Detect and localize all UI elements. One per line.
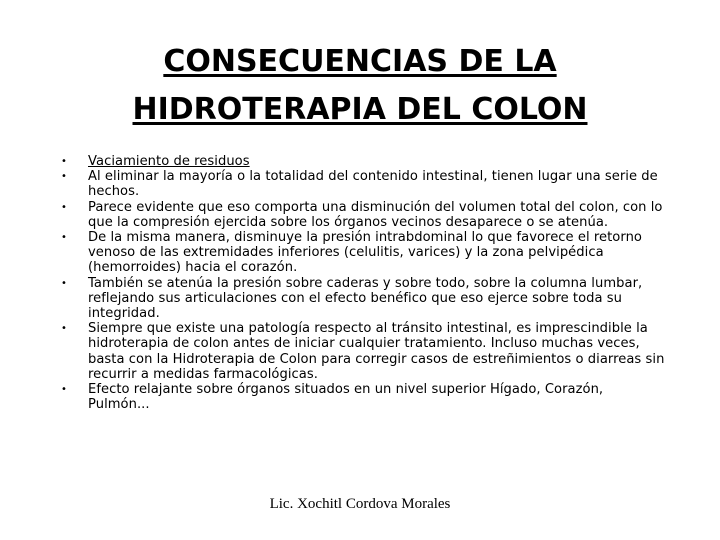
- list-item: [58, 382, 668, 412]
- slide-title: [0, 38, 720, 134]
- list-item: [58, 200, 668, 230]
- list-item-text: Efecto relajante sobre órganos situados en un nivel superior Hígado, Corazón, Pulmón...: [88, 382, 604, 413]
- bullet-icon: •: [61, 277, 67, 289]
- list-item: [58, 169, 668, 199]
- bullet-icon: •: [61, 323, 67, 335]
- title-line-1: CONSECUENCIAS DE LA: [163, 44, 557, 79]
- list-item-text: Vaciamiento de residuos: [88, 154, 250, 169]
- bullet-icon: •: [61, 201, 67, 213]
- bullet-icon: •: [61, 171, 67, 183]
- list-item-text: También se atenúa la presión sobre caderas y sobre todo, sobre la columna lumbar, reflejando sus articulaciones con el efecto benéfico que eso ejerce sobre toda su integridad.: [88, 275, 643, 322]
- title-line-2: HIDROTERAPIA DEL COLON: [132, 92, 588, 127]
- list-item: [58, 276, 668, 322]
- bullet-icon: •: [61, 384, 67, 396]
- list-item: [58, 154, 668, 169]
- list-item-text: De la misma manera, disminuye la presión intrabdominal lo que favorece el retorno venoso de las extremidades inferiores (celulitis, varices) y la zona pelvipédica (hemorroides) hacia el corazón.: [88, 230, 642, 276]
- list-item-text: Parece evidente que eso comporta una disminución del volumen total del colon, con lo que la compresión ejercida sobre los órganos vecinos desaparece o se atenúa.: [88, 199, 663, 230]
- bullet-icon: •: [61, 156, 67, 167]
- author-footer: Lic. Xochitl Cordova Morales: [269, 496, 451, 512]
- bullet-list: [58, 154, 668, 412]
- list-item: [58, 230, 668, 276]
- list-item-text: Al eliminar la mayoría o la totalidad del contenido intestinal, tienen lugar una serie de hechos.: [88, 169, 658, 200]
- list-item-text: Siempre que existe una patología respecto al tránsito intestinal, es imprescindible la hidroterapia de colon antes de iniciar cualquier tratamiento. Incluso muchas veces, basta con la Hidroterapia de Colon para corregir casos de estreñimientos o diarreas sin recurrir a medidas farmacológicas.: [88, 321, 665, 382]
- bullet-icon: •: [61, 232, 67, 244]
- list-item: [58, 321, 668, 382]
